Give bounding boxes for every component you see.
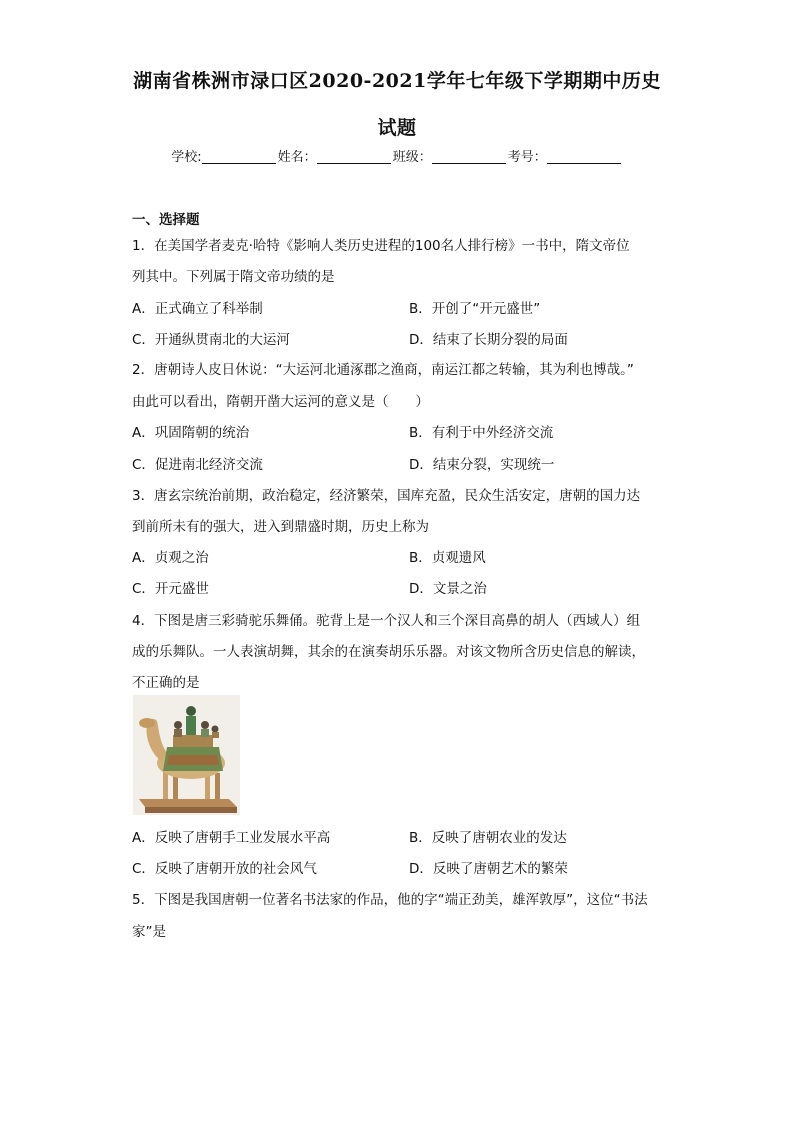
question-1-stem-line-2: 列其中。下列属于隋文帝功绩的是 [132, 269, 335, 285]
question-2-option-d[interactable]: D．结束分裂，实现统一 [409, 457, 555, 473]
class-blank[interactable] [432, 149, 506, 164]
name-label: 姓名： [277, 150, 317, 165]
question-5-stem-line-2: 家”是 [132, 924, 166, 940]
question-4-option-a[interactable]: A．反映了唐朝手工业发展水平高 [132, 830, 331, 846]
question-1-option-b[interactable]: B．开创了“开元盛世” [409, 301, 541, 317]
question-4-option-c[interactable]: C．反映了唐朝开放的社会风气 [132, 861, 317, 877]
question-3-option-c[interactable]: C．开元盛世 [132, 581, 209, 597]
question-3-option-d[interactable]: D．文景之治 [409, 581, 487, 597]
question-2-option-a[interactable]: A．巩固隋朝的统治 [132, 425, 250, 441]
question-4-stem-line-3: 不正确的是 [132, 675, 200, 691]
exam-number-blank[interactable] [547, 149, 621, 164]
question-3-stem-line-2: 到前所未有的强大，进入到鼎盛时期，历史上称为 [132, 519, 429, 535]
class-label: 班级： [392, 150, 432, 165]
question-1-option-c[interactable]: C．开通纵贯南北的大运河 [132, 332, 290, 348]
exam-number-label: 考号： [507, 150, 547, 165]
question-3-stem-line-1: 3．唐玄宗统治前期，政治稳定，经济繁荣，国库充盈，民众生活安定，唐朝的国力达 [132, 488, 641, 504]
question-3-option-b[interactable]: B．贞观遗风 [409, 550, 486, 566]
question-4-option-b[interactable]: B．反映了唐朝农业的发达 [409, 830, 567, 846]
question-2-option-c[interactable]: C．促进南北经济交流 [132, 457, 263, 473]
question-2-stem-line-2: 由此可以看出，隋朝开凿大运河的意义是（ ） [132, 394, 429, 410]
school-blank[interactable] [202, 149, 276, 164]
school-label: 学校: [171, 150, 202, 165]
question-2-stem-line-1: 2．唐朝诗人皮日休说：“大运河北通涿郡之渔商，南运江都之转输，其为利也博哉。” [132, 362, 634, 378]
question-1-stem-line-1: 1．在美国学者麦克·哈特《影响人类历史进程的100名人排行榜》一书中，隋文帝位 [132, 238, 630, 254]
question-5-stem-line-1: 5．下图是我国唐朝一位著名书法家的作品，他的字“端正劲美，雄浑敦厚”，这位“书法 [132, 892, 648, 908]
student-info-row [0, 146, 794, 165]
question-4-stem-line-2: 成的乐舞队。一人表演胡舞，其余的在演奏胡乐乐器。对该文物所含历史信息的解读， [132, 644, 645, 660]
page-title: 湖南省株洲市渌口区2020-2021学年七年级下学期期中历史 [133, 70, 661, 92]
question-4-option-d[interactable]: D．反映了唐朝艺术的繁荣 [409, 861, 568, 877]
page-title-continued: 试题 [377, 117, 417, 139]
tang-sancai-camel-figurine-image [133, 695, 240, 815]
question-3-option-a[interactable]: A．贞观之治 [132, 550, 209, 566]
camel-figurine-illustration [133, 695, 240, 815]
question-4-stem-line-1: 4．下图是唐三彩骑驼乐舞俑。驼背上是一个汉人和三个深目高鼻的胡人（西域人）组 [132, 613, 641, 629]
name-blank[interactable] [317, 149, 391, 164]
section-header: 一、选择题 [132, 212, 200, 228]
question-1-option-d[interactable]: D．结束了长期分裂的局面 [409, 332, 568, 348]
question-2-option-b[interactable]: B．有利于中外经济交流 [409, 425, 554, 441]
question-1-option-a[interactable]: A．正式确立了科举制 [132, 301, 263, 317]
